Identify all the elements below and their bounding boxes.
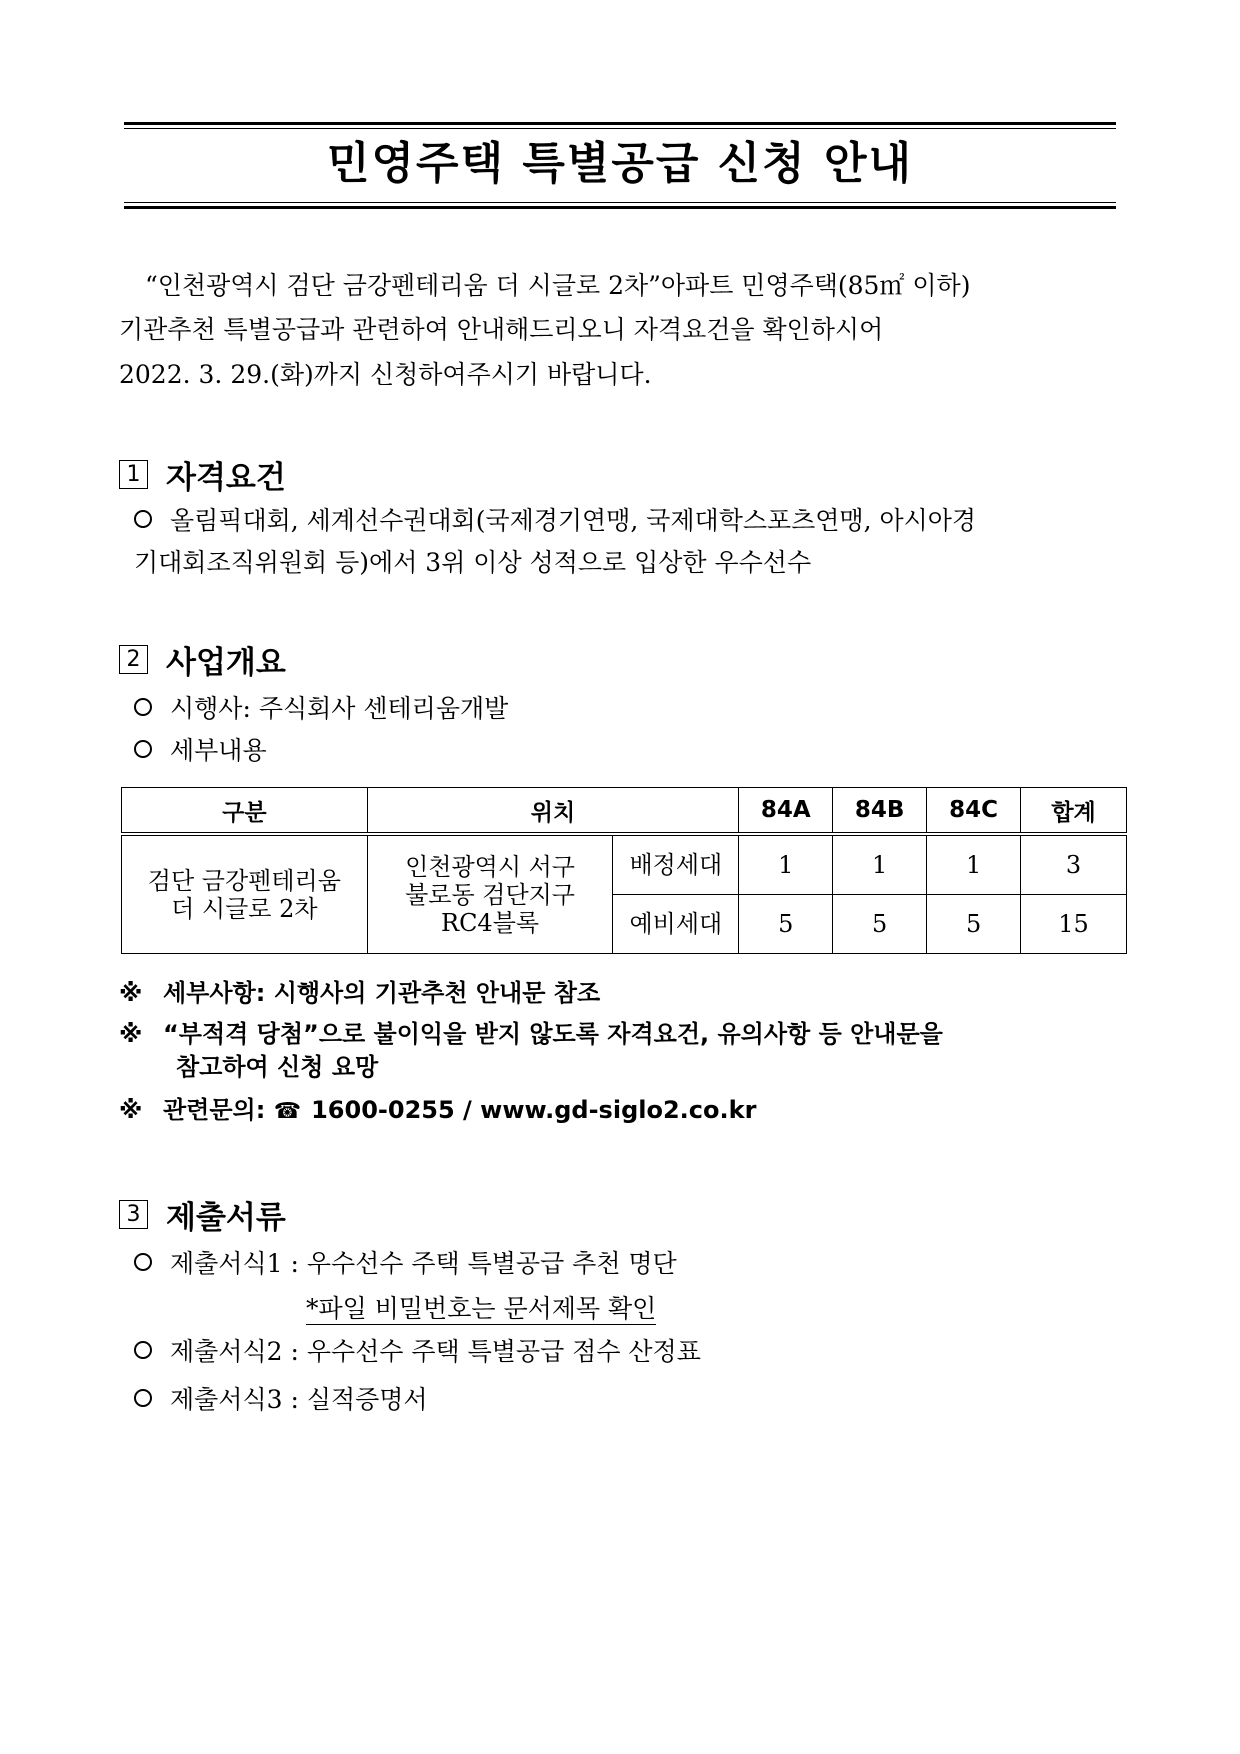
- form-2-bullet: [134, 1337, 701, 1367]
- circle-bullet-icon: [134, 510, 152, 528]
- qualification-line-2: 기대회조직위원회 등)에서 3위 이상 성적으로 입상한 우수선수: [134, 548, 812, 577]
- row-label-reserve: 예비세대: [613, 895, 739, 954]
- title-rule-top: [124, 122, 1116, 129]
- project-name-line-2: 더 시글로 2차: [171, 894, 318, 923]
- header-84c: 84C: [927, 788, 1021, 835]
- location-cell: [367, 834, 613, 954]
- supply-details-table: [121, 787, 1127, 954]
- intro-line-1: “인천광역시 검단 금강펜테리움 더 시글로 2차”아파트 민영주택(85㎡ 이하): [145, 271, 971, 300]
- circle-bullet-icon: [134, 740, 152, 758]
- allocated-84b: 1: [833, 834, 927, 895]
- table-row: [122, 834, 1127, 895]
- circle-bullet-icon: [134, 1389, 152, 1407]
- section-3-heading: [119, 1196, 286, 1236]
- section-2-number: 2: [119, 645, 148, 674]
- reference-mark: ※: [119, 979, 143, 1007]
- header-84b: 84B: [833, 788, 927, 835]
- qualification-line-1: 올림픽대회, 세계선수권대회(국제경기연맹, 국제대학스포츠연맹, 아시아경: [170, 506, 977, 535]
- allocated-84c: 1: [927, 834, 1021, 895]
- reserve-84b: 5: [833, 895, 927, 954]
- section-1-bullet: [134, 506, 976, 536]
- reserve-84c: 5: [927, 895, 1021, 954]
- form-3-bullet: [134, 1385, 428, 1415]
- header-category: 구분: [122, 788, 368, 835]
- row-label-allocated: 배정세대: [613, 834, 739, 895]
- section-2-heading: [119, 641, 286, 681]
- note-warning-line-2: 참고하여 신청 요망: [176, 1053, 379, 1081]
- header-total: 합계: [1021, 788, 1127, 835]
- note-contact: [119, 1095, 756, 1127]
- reserve-84a: 5: [739, 895, 833, 954]
- developer-bullet: [134, 694, 508, 724]
- location-line-2: 불로동 검단지구: [405, 880, 575, 909]
- details-text: 세부내용: [170, 736, 267, 765]
- telephone-icon: ☎: [273, 1099, 302, 1124]
- header-location: 위치: [367, 788, 739, 835]
- project-name-line-1: 검단 금강펜테리움: [147, 866, 341, 895]
- note-warning: [119, 1019, 943, 1049]
- allocated-total: 3: [1021, 834, 1127, 895]
- note-contact-info: 1600-0255 / www.gd-siglo2.co.kr: [311, 1096, 757, 1124]
- circle-bullet-icon: [134, 1253, 152, 1271]
- form-1-text: 제출서식1 : 우수선수 주택 특별공급 추천 명단: [170, 1249, 677, 1278]
- intro-line-3: 2022. 3. 29.(화)까지 신청하여주시기 바랍니다.: [119, 360, 652, 389]
- section-1-title: 자격요건: [166, 459, 286, 496]
- title-rule-bottom: [124, 202, 1116, 209]
- intro-line-2: 기관추천 특별공급과 관련하여 안내해드리오니 자격요건을 확인하시어: [119, 315, 884, 344]
- section-3-title: 제출서류: [166, 1199, 286, 1236]
- location-line-3: RC4블록: [441, 908, 540, 937]
- page-title: 민영주택 특별공급 신청 안내: [326, 138, 913, 189]
- project-name-cell: [122, 834, 368, 954]
- reference-mark: ※: [119, 1096, 143, 1124]
- reserve-total: 15: [1021, 895, 1127, 954]
- section-1-number: 1: [119, 460, 148, 489]
- section-3-number: 3: [119, 1200, 148, 1229]
- note-details: [119, 978, 600, 1008]
- password-note: *파일 비밀번호는 문서제목 확인: [306, 1294, 657, 1323]
- circle-bullet-icon: [134, 1341, 152, 1359]
- section-1-heading: [119, 456, 286, 496]
- developer-text: 시행사: 주식회사 센테리움개발: [170, 694, 509, 723]
- table-header-row: [122, 788, 1127, 835]
- note-contact-prefix: 관련문의:: [163, 1096, 266, 1124]
- section-2-title: 사업개요: [166, 644, 286, 681]
- form-2-text: 제출서식2 : 우수선수 주택 특별공급 점수 산정표: [170, 1337, 701, 1366]
- location-line-1: 인천광역시 서구: [405, 852, 575, 881]
- form-1-bullet: [134, 1249, 677, 1279]
- details-bullet: [134, 736, 267, 766]
- reference-mark: ※: [119, 1020, 143, 1048]
- circle-bullet-icon: [134, 698, 152, 716]
- note-details-text: 세부사항: 시행사의 기관추천 안내문 참조: [163, 979, 601, 1007]
- allocated-84a: 1: [739, 834, 833, 895]
- note-warning-line-1: “부적격 당첨”으로 불이익을 받지 않도록 자격요건, 유의사항 등 안내문을: [163, 1020, 943, 1048]
- header-84a: 84A: [739, 788, 833, 835]
- form-3-text: 제출서식3 : 실적증명서: [170, 1385, 428, 1414]
